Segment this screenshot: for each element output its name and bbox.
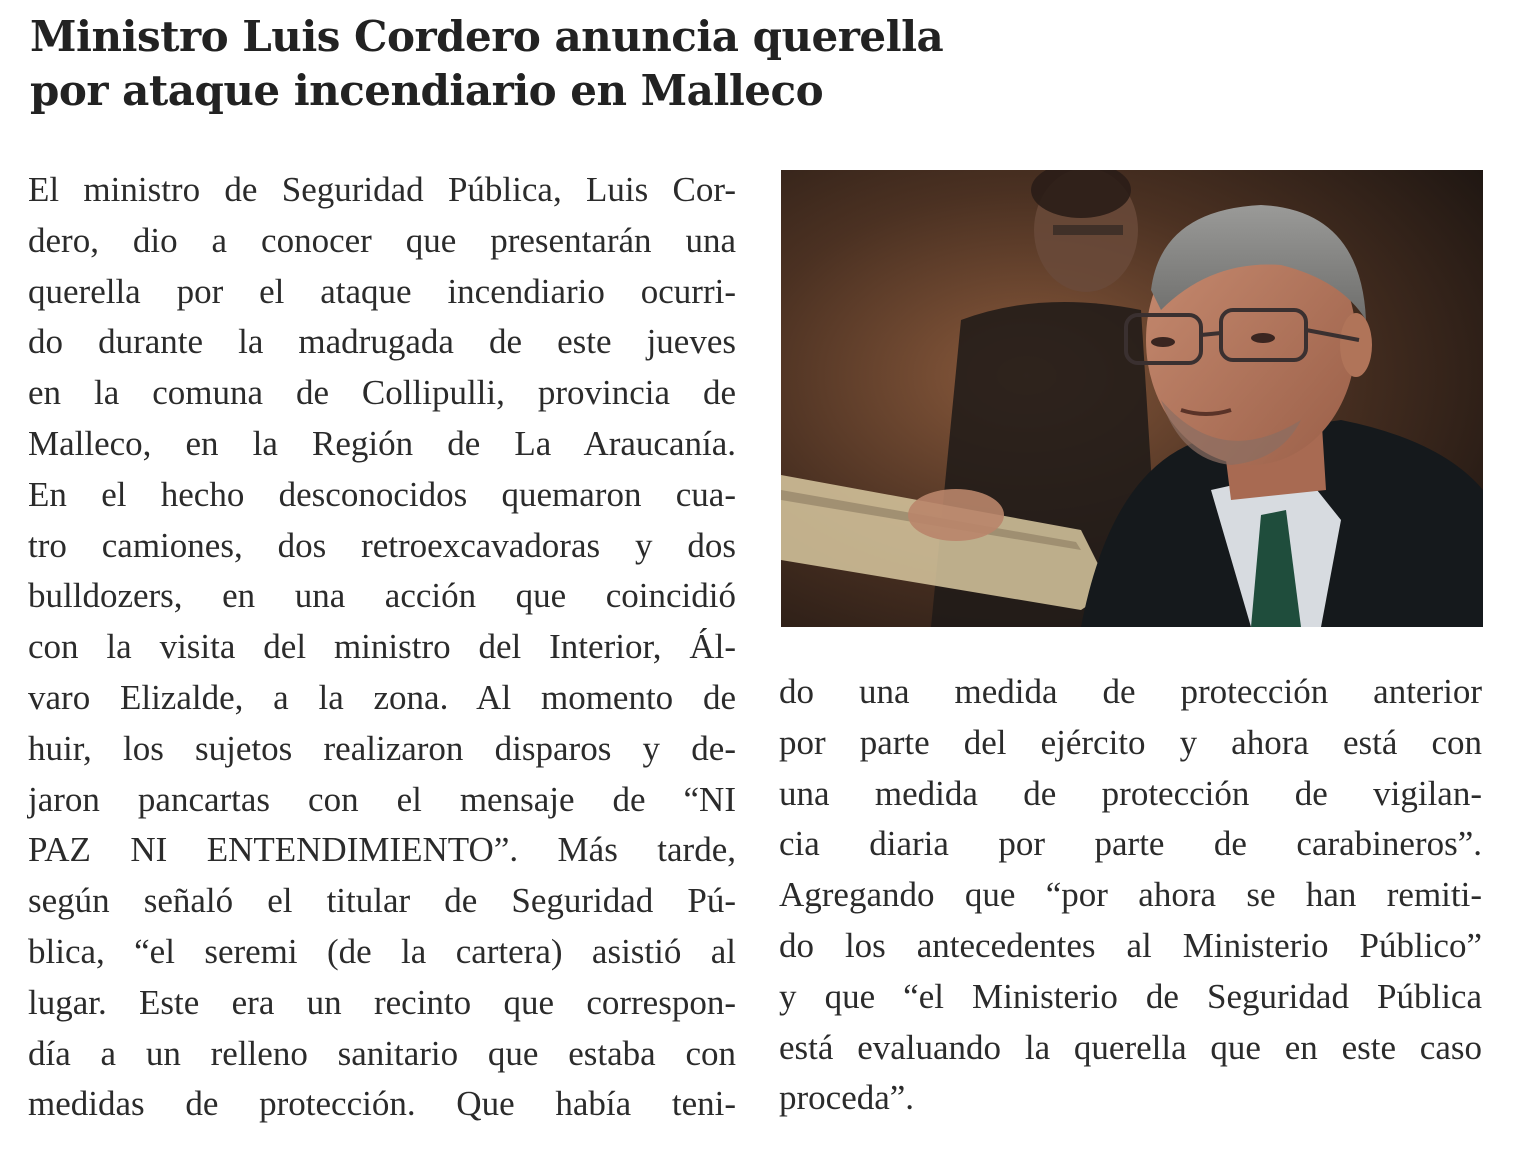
body-line: una medida de protección de vigilan- bbox=[779, 773, 1482, 813]
article-body-left-column bbox=[28, 165, 736, 1130]
body-line: do durante la madrugada de este jueves bbox=[28, 322, 736, 362]
body-line: varo Elizalde, a la zona. Al momento de bbox=[28, 677, 736, 717]
body-line: día a un relleno sanitario que estaba con bbox=[28, 1033, 736, 1073]
body-line: bulldozers, en una acción que coincidió bbox=[28, 576, 736, 616]
body-line: dero, dio a conocer que presentarán una bbox=[28, 220, 736, 260]
body-line: Agregando que “por ahora se han remiti- bbox=[779, 875, 1482, 915]
body-line: está evaluando la querella que en este caso bbox=[779, 1027, 1482, 1067]
article-body-right-column bbox=[779, 667, 1482, 1124]
body-line: do una medida de protección anterior bbox=[779, 672, 1482, 711]
body-line: por parte del ejército y ahora está con bbox=[779, 722, 1482, 762]
body-line: PAZ NI ENTENDIMIENTO”. Más tarde, bbox=[28, 830, 736, 870]
body-line: proceda”. bbox=[779, 1078, 915, 1118]
article-photo bbox=[781, 170, 1483, 627]
body-line: y que “el Ministerio de Seguridad Pública bbox=[779, 976, 1482, 1016]
body-line: El ministro de Seguridad Pública, Luis Cor- bbox=[28, 170, 736, 209]
body-line: lugar. Este era un recinto que correspon- bbox=[28, 982, 736, 1022]
headline bbox=[30, 10, 1130, 118]
minister-portrait-image bbox=[781, 170, 1483, 627]
body-line: según señaló el titular de Seguridad Pú- bbox=[28, 881, 736, 921]
body-line: blica, “el seremi (de la cartera) asistió al bbox=[28, 931, 736, 971]
body-line: querella por el ataque incendiario ocurri- bbox=[28, 271, 736, 311]
body-line: huir, los sujetos realizaron disparos y de- bbox=[28, 728, 736, 768]
body-line: do los antecedentes al Ministerio Público” bbox=[779, 925, 1482, 965]
body-line: tro camiones, dos retroexcavadoras y dos bbox=[28, 525, 736, 565]
body-line: cia diaria por parte de carabineros”. bbox=[779, 824, 1482, 864]
body-line: en la comuna de Collipulli, provincia de bbox=[28, 373, 736, 413]
body-line: En el hecho desconocidos quemaron cua- bbox=[28, 474, 736, 514]
body-line: Malleco, en la Región de La Araucanía. bbox=[28, 423, 736, 463]
body-line: con la visita del ministro del Interior, Ál- bbox=[28, 627, 736, 667]
body-line: jaron pancartas con el mensaje de “NI bbox=[28, 779, 736, 819]
headline-line-2: por ataque incendiario en Malleco bbox=[30, 66, 824, 115]
body-line: medidas de protección. Que había teni- bbox=[28, 1084, 736, 1124]
headline-line-1: Ministro Luis Cordero anuncia querella bbox=[30, 12, 944, 61]
